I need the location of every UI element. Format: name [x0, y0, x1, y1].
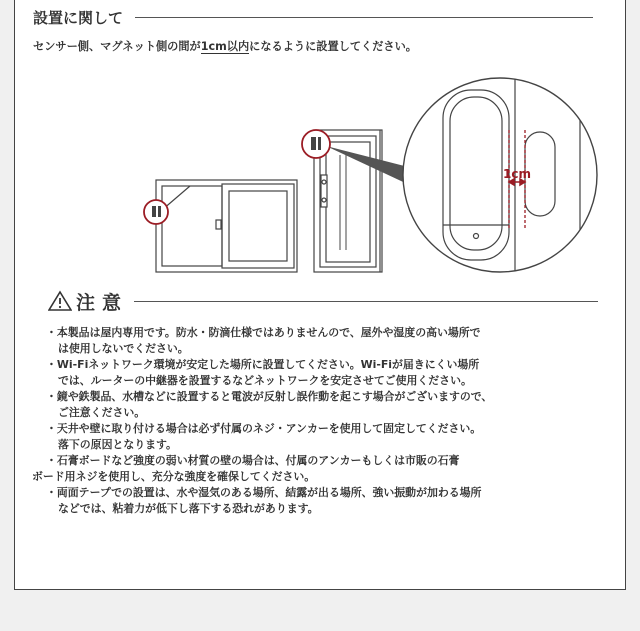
installation-illustration [140, 70, 610, 280]
caution-header [48, 288, 598, 314]
caution-line: では、ルーターの中継器を設置するなどネットワークを安定させてご使用ください。 [58, 374, 472, 387]
caution-line: は使用しないでください。 [58, 342, 189, 355]
caution-line: ・鏡や鉄製品、水槽などに設置すると電波が反射し誤作動を起こす場合がございますので、 [46, 390, 493, 403]
window-sensor-icon [144, 200, 168, 224]
caution-title: 注意 [76, 291, 129, 314]
installation-section-header [33, 6, 593, 28]
caution-line: ・本製品は屋内専用です。防水・防滴仕様ではありませんので、屋外や湿度の高い場所で [46, 326, 481, 339]
caution-line: ボード用ネジを使用し、充分な強度を確保してください。 [32, 470, 316, 483]
window-illustration [156, 180, 297, 272]
caution-line: ・天井や壁に取り付ける場合は必ず付属のネジ・アンカーを使用して固定してください。 [46, 422, 482, 435]
instruction-text-before: センサー側、マグネット側の間が [33, 40, 201, 53]
instruction-text-after: になるように設置してください。 [249, 40, 417, 53]
section-divider [135, 17, 593, 18]
caution-line: などでは、粘着力が低下し落下する恐れがあります。 [58, 502, 319, 515]
caution-line: ・Wi-Fiネットワーク環境が安定した場所に設置してください。Wi-Fiが届きにくい場所 [46, 358, 480, 371]
caution-line: ・両面テープでの設置は、水や湿気のある場所、結露が出る場所、強い振動が加わる場所 [46, 486, 482, 499]
caution-divider [134, 301, 598, 302]
section-title: 設置に関して [33, 8, 124, 27]
caution-line: ・石膏ボードなど強度の弱い材質の壁の場合は、付属のアンカーもしくは市販の石膏 [46, 454, 460, 467]
zoomed-sensor-detail [403, 70, 597, 280]
caution-line: 落下の原因となります。 [58, 438, 177, 451]
instruction-distance-highlight: 1cm以内 [200, 40, 250, 53]
caution-list [32, 325, 611, 517]
warning-icon [48, 290, 72, 312]
installation-instruction [33, 38, 417, 54]
door-sensor-icon [302, 130, 330, 158]
caution-line: ご注意ください。 [58, 406, 146, 419]
gap-distance-label: 1cm [503, 167, 531, 181]
